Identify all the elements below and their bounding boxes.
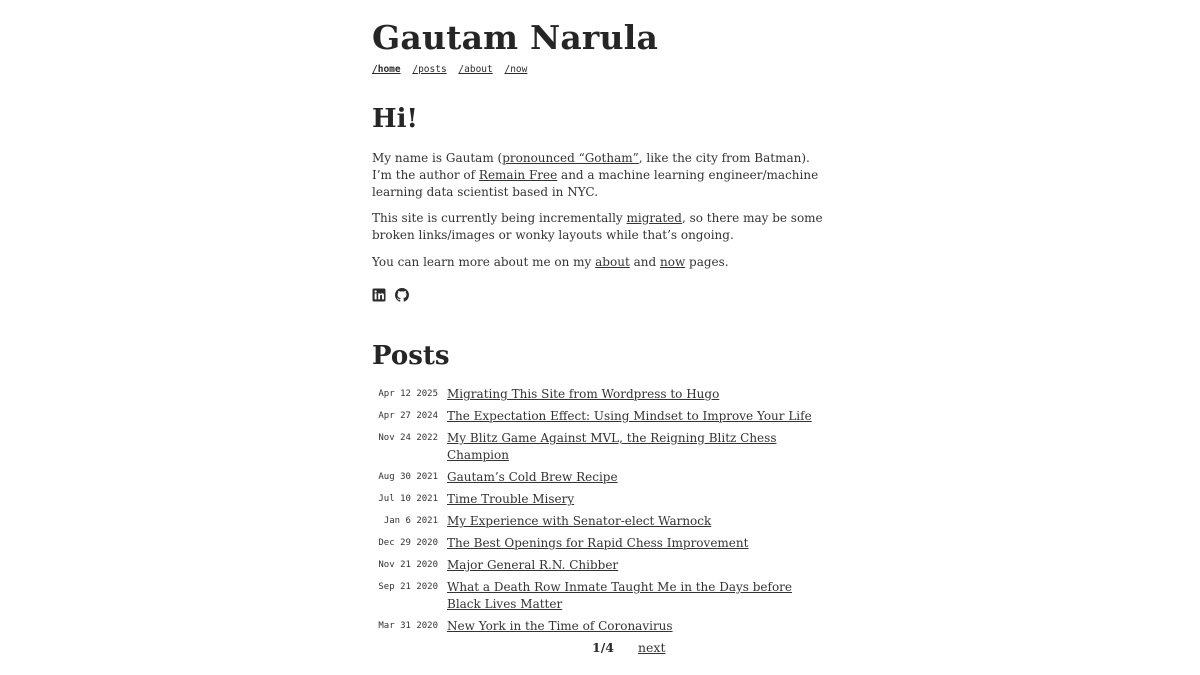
nav-now-link[interactable]: /now [504,64,528,75]
nav-posts-link[interactable]: /posts [412,64,447,75]
site-title[interactable]: Gautam Narula [372,18,659,57]
post-row [372,491,828,508]
post-row [372,408,828,425]
post-link[interactable]: What a Death Row Inmate Taught Me in the Days before Black Lives Matter [447,580,793,611]
nav-about-link[interactable]: /about [458,64,493,75]
post-link[interactable]: Migrating This Site from Wordpress to Hugo [447,387,720,401]
post-date: Dec 29 2020 [378,538,438,548]
post-row [372,513,828,530]
post-link[interactable]: My Experience with Senator-elect Warnock [447,514,712,528]
posts-heading: Posts [372,341,450,371]
post-date: Nov 21 2020 [378,560,438,570]
intro-p3-text-3: pages. [685,255,729,269]
intro-p1-text-2: , like the city from Batman). I’m the author of [372,151,810,182]
github-icon[interactable] [395,287,409,301]
now-link[interactable]: now [659,255,686,269]
top-nav [372,64,533,75]
about-link[interactable]: about [595,255,630,269]
intro-paragraph-2 [372,210,828,244]
post-link[interactable]: Gautam’s Cold Brew Recipe [447,470,618,484]
post-date: Aug 30 2021 [378,472,438,482]
post-date: Apr 27 2024 [378,411,438,421]
post-link[interactable]: Time Trouble Misery [447,492,575,506]
social-icons [372,287,409,301]
post-date: Mar 31 2020 [378,621,438,631]
remain-free-link[interactable]: Remain Free [478,168,558,182]
intro-p3-text-2: and [629,255,660,269]
post-link[interactable]: New York in the Time of Coronavirus [447,619,673,633]
migrated-link[interactable]: migrated [626,211,682,225]
post-row [372,386,828,403]
post-link[interactable]: My Blitz Game Against MVL, the Reigning Blitz Chess Champion [447,431,777,462]
post-link[interactable]: The Best Openings for Rapid Chess Improvement [447,536,749,550]
post-link[interactable]: Major General R.N. Chibber [447,558,619,572]
post-link[interactable]: The Expectation Effect: Using Mindset to Improve Your Life [447,409,812,423]
post-date: Sep 21 2020 [378,582,438,592]
post-date: Jul 10 2021 [378,494,438,504]
next-page-link[interactable]: next [637,640,666,655]
pagination [592,640,665,655]
intro-p1-text-3: and a machine learning engineer/machine learning data scientist based in NYC. [372,168,819,199]
post-row [372,579,828,613]
intro-p1-text-1: My name is Gautam ( [372,151,503,165]
linkedin-icon[interactable] [372,287,386,301]
post-row [372,618,828,635]
post-row [372,535,828,552]
intro-heading: Hi! [372,104,418,134]
pronunciation-link[interactable]: pronounced “Gotham” [502,151,639,165]
current-page-indicator: 1/4 [592,640,614,655]
post-date: Apr 12 2025 [378,389,438,399]
nav-home-link[interactable]: /home [372,64,401,75]
post-row [372,430,828,464]
intro-p2-text-2: , so there may be some broken links/images or wonky layouts while that’s ongoing. [372,211,823,242]
post-list [372,386,828,640]
post-row [372,557,828,574]
intro-p2-text-1: This site is currently being incrementally [372,211,627,225]
intro-p3-text-1: You can learn more about me on my [372,255,596,269]
post-date: Jan 6 2021 [383,516,438,526]
intro-paragraph-1 [372,150,828,201]
post-row [372,469,828,486]
post-date: Nov 24 2022 [378,433,438,443]
intro-paragraph-3 [372,254,828,271]
